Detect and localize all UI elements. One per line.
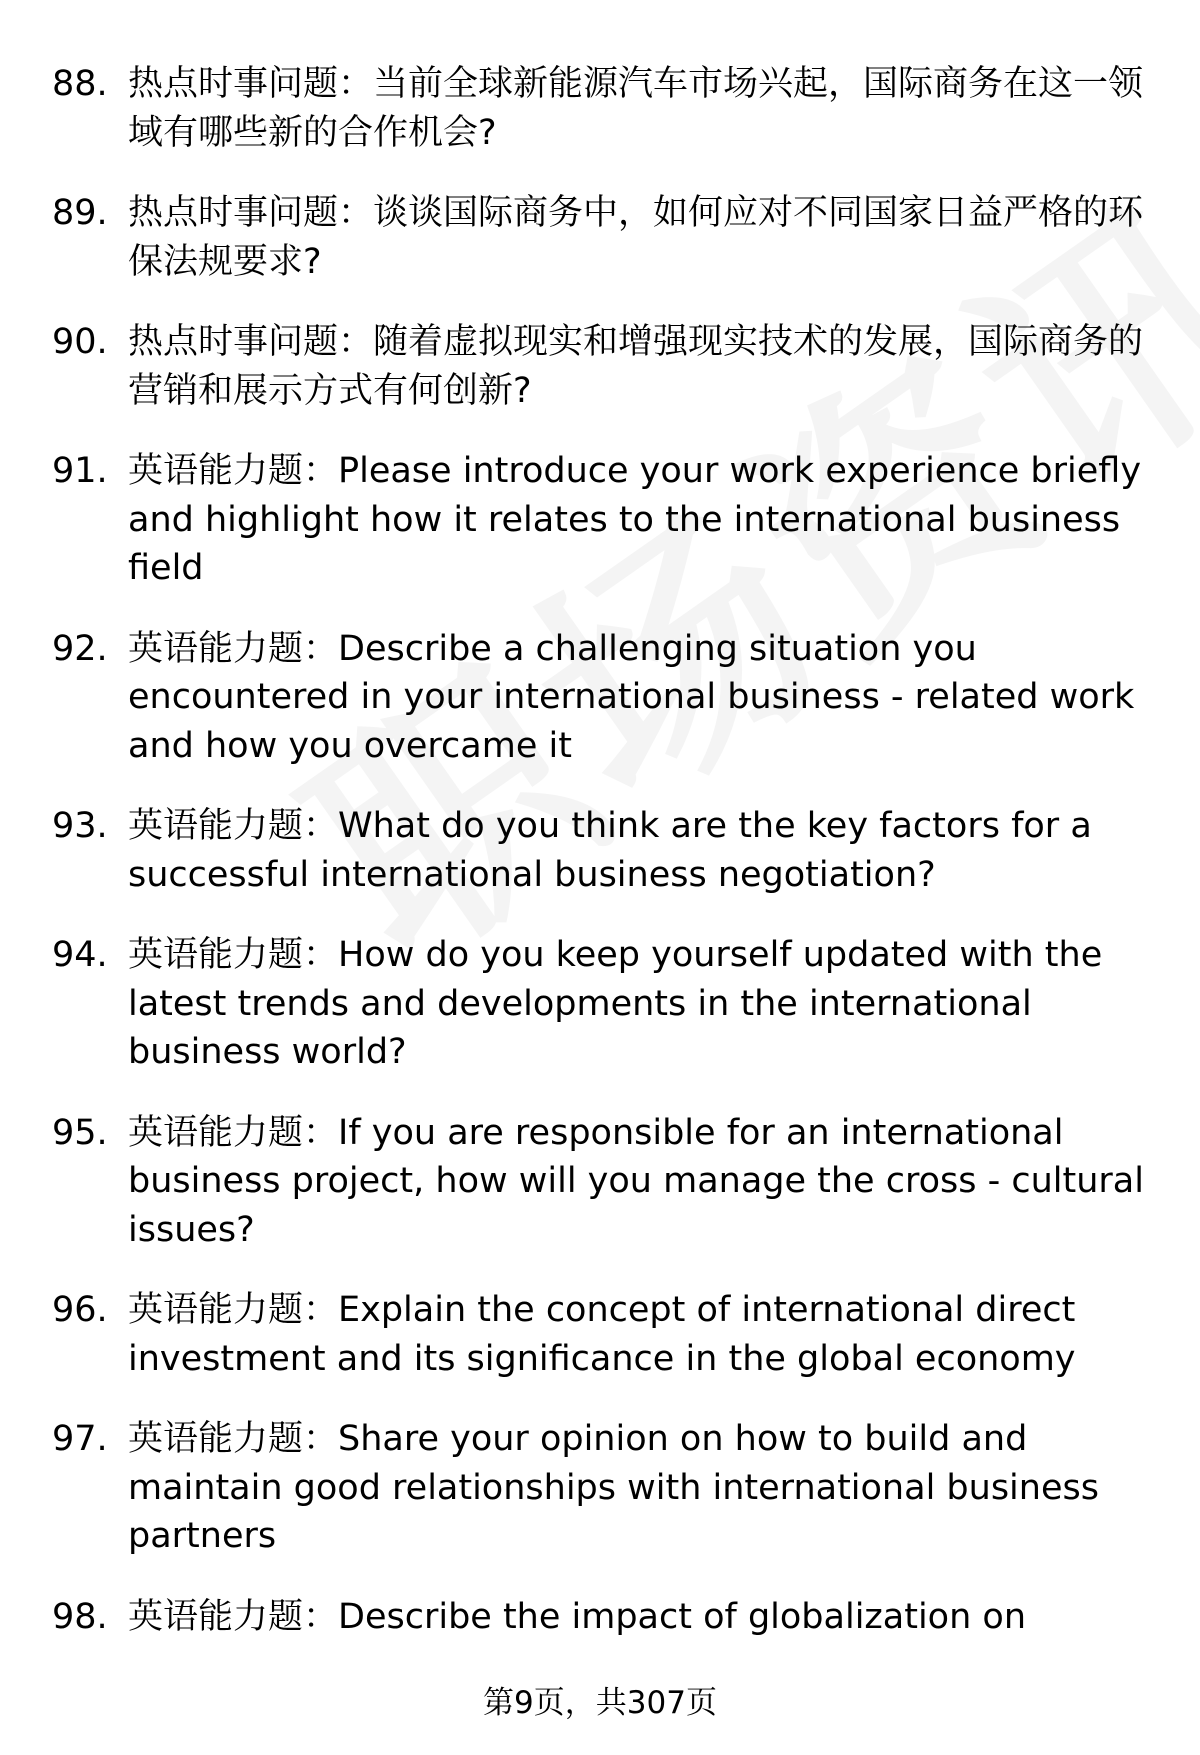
- question-text: 英语能力题：Explain the concept of international direct investment and its significance in the global economy: [128, 1290, 1076, 1379]
- question-item: [52, 931, 1152, 1077]
- question-number: 95.: [52, 1112, 108, 1153]
- question-text: 热点时事问题：随着虚拟现实和增强现实技术的发展，国际商务的营销和展示方式有何创新?: [128, 322, 1144, 411]
- question-number: 90.: [52, 322, 108, 362]
- question-item: [52, 1593, 1152, 1642]
- question-item: [52, 1286, 1152, 1383]
- question-number: 92.: [52, 628, 108, 669]
- question-text: 英语能力题：If you are responsible for an international business project, how will you manage the cross - cultural issues?: [128, 1112, 1144, 1250]
- question-text: 英语能力题：Please introduce your work experience briefly and highlight how it relates to the international business field: [128, 451, 1142, 588]
- question-text: 英语能力题：Describe a challenging situation you encountered in your international business - related work and how you overcame it: [128, 628, 1135, 766]
- question-item: [52, 625, 1152, 771]
- question-number: 96.: [52, 1290, 108, 1330]
- question-item: [52, 1109, 1152, 1255]
- question-item: [52, 60, 1152, 157]
- question-text: 英语能力题：What do you think are the key factors for a successful international business negotiation?: [128, 806, 1092, 895]
- page-footer: 第9页，共307页: [483, 1685, 717, 1721]
- question-number: 94.: [52, 935, 108, 975]
- question-list: [52, 60, 1152, 1673]
- question-text: 热点时事问题：当前全球新能源汽车市场兴起，国际商务在这一领域有哪些新的合作机会?: [128, 64, 1144, 153]
- question-text: 英语能力题：How do you keep yourself updated with the latest trends and developments in the international business world?: [128, 935, 1103, 1072]
- question-text: 英语能力题：Describe the impact of globalization on: [128, 1596, 1027, 1637]
- question-number: 91.: [52, 451, 108, 491]
- question-number: 89.: [52, 193, 108, 233]
- question-item: [52, 447, 1152, 593]
- question-number: 88.: [52, 64, 108, 104]
- question-number: 97.: [52, 1419, 108, 1459]
- question-number: 93.: [52, 806, 108, 846]
- question-item: [52, 189, 1152, 286]
- question-item: [52, 802, 1152, 899]
- question-text: 英语能力题：Share your opinion on how to build and maintain good relationships with international business partners: [128, 1419, 1099, 1556]
- question-text: 热点时事问题：谈谈国际商务中，如何应对不同国家日益严格的环保法规要求?: [128, 193, 1144, 282]
- question-item: [52, 318, 1152, 415]
- question-number: 98.: [52, 1596, 108, 1637]
- question-item: [52, 1415, 1152, 1561]
